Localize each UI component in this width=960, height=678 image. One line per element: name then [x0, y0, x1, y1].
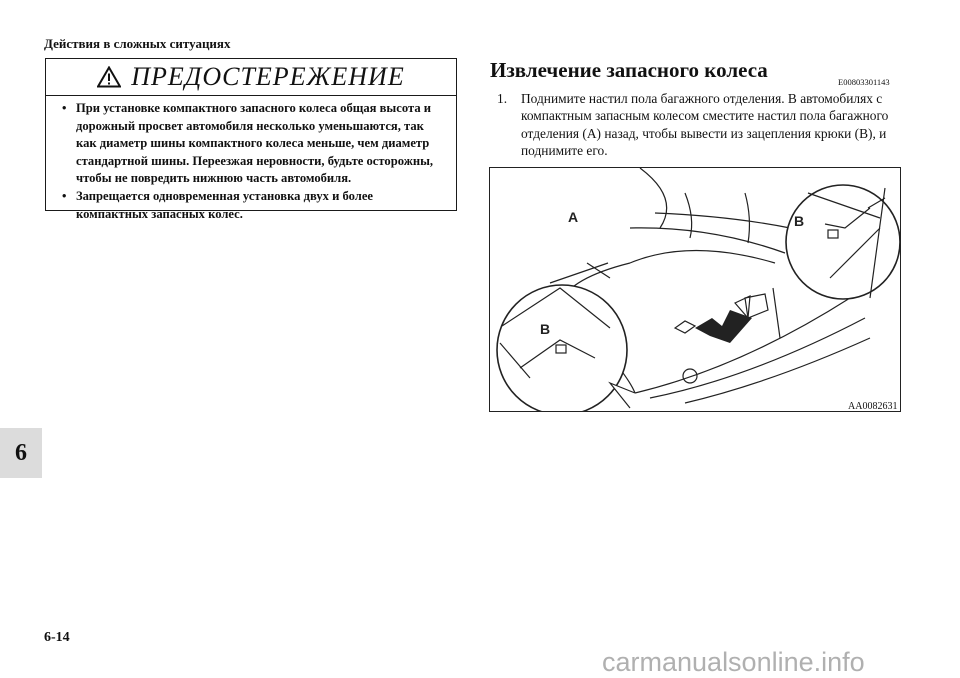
- warning-box: [45, 58, 457, 221]
- chapter-tab: 6: [0, 428, 42, 478]
- figure-label-a: A: [568, 209, 579, 225]
- step-number: 1.: [497, 91, 508, 106]
- figure-label-b-right: B: [794, 213, 805, 229]
- page-number: 6-14: [44, 630, 70, 645]
- figure-code: AA0082631: [848, 401, 898, 412]
- warning-item: • Запрещается одновременная установка двух и более компактных запасных колес.: [60, 188, 446, 223]
- warning-title-bar: [46, 59, 456, 96]
- warning-title: ПРЕДОСТЕРЕЖЕНИЕ: [131, 62, 405, 91]
- spare-wheel-illustration: [489, 167, 901, 412]
- warning-item: • При установке компактного запасного колеса общая высота и дорожный просвет автомобиля несколько уменьшаются, так как диаметр шины компактного колеса меньше, чем диаметр стандартной шины. Переезжая неровности, будьте осторожны, чтобы не повредить нижнюю часть автомобиля.: [60, 100, 446, 188]
- running-header: Действия в сложных ситуациях: [44, 36, 231, 51]
- step-text: Поднимите настил пола багажного отделения. В автомобилях с компактным запасным колесом сместите настил пола багажного отделения (А) назад, чтобы вывести из зацепления крюки (В), и поднимите его.: [521, 91, 889, 159]
- watermark: carmanualsonline.info: [602, 647, 865, 677]
- section-code: E00803301143: [838, 77, 890, 87]
- warning-triangle-icon: [97, 66, 121, 88]
- figure-label-b-left: B: [540, 321, 551, 337]
- trunk-floor-drawing: [490, 168, 901, 412]
- section-title: Извлечение запасного колеса: [490, 58, 768, 82]
- warning-list: [46, 100, 456, 223]
